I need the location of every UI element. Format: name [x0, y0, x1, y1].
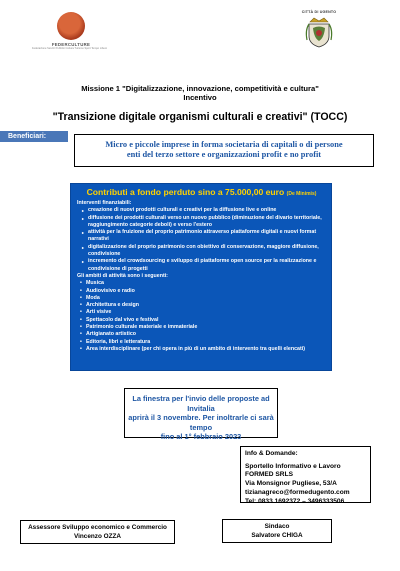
federculture-emblem-icon — [57, 12, 85, 40]
assessore-name: Vincenzo OZZA — [73, 532, 122, 540]
info-line: FORMED SRLS — [245, 471, 293, 479]
assessore-box — [20, 520, 175, 544]
contributi-title-text: Contributi a fondo perduto sino a 75.000,00 euro — [86, 187, 285, 197]
assessore-role: Assessore Sviluppo economico e Commercio — [28, 524, 167, 531]
beneficiari-label: Beneficiari: — [0, 131, 68, 142]
list-item: • Area interdisciplinare (per chi opera in più di un ambito di intervento tra quelli elencati) — [80, 346, 326, 353]
federculture-name: FEDERCULTURE — [51, 42, 91, 47]
contributi-title — [77, 187, 326, 200]
beneficiari-line: Micro e piccole imprese in forma societaria di capitali o di persone — [105, 140, 343, 149]
list-item: • Moda — [80, 295, 326, 302]
sindaco-role: Sindaco — [264, 523, 290, 530]
federculture-subtitle: Federazione Servizi Pubblici Cultura Turismo Sport Tempo Libero — [32, 47, 108, 50]
finestra-box — [124, 388, 278, 442]
interventi-list — [77, 207, 326, 273]
info-phone: Tel: 0833 1692372 – 3496333506 — [245, 497, 345, 505]
list-item: ▸ creazione di nuovi prodotti culturali e creativi per la diffusione live e online — [82, 207, 326, 214]
ambiti-label: Gli ambiti di attività sono i seguenti: — [77, 272, 168, 279]
list-item: • Arti visive — [80, 309, 326, 316]
mission-heading — [0, 84, 400, 103]
list-item: ▸ incremento del crowdsourcing e sviluppo di piattaforme open source per la realizzazione e condivisione di progetti — [82, 258, 326, 273]
list-item: ▸ attività per la fruizione del proprio patrimonio attraverso piattaforme digitali e nuovi format narrativi — [82, 229, 326, 244]
list-item: • Musica — [80, 280, 326, 287]
list-item: • Architettura e design — [80, 302, 326, 309]
sindaco-box — [222, 519, 332, 543]
list-item: • Editoria, libri e letteratura — [80, 339, 326, 346]
contributi-box — [70, 183, 332, 371]
city-logo — [296, 10, 342, 48]
list-item: • Artigianato artistico — [80, 331, 326, 338]
interventi-label: Interventi finanziabili: — [77, 200, 132, 206]
finestra-line: aprirà il 3 novembre. Per inoltrarle ci sarà tempo — [128, 413, 274, 432]
mission-incentive: Incentivo — [183, 93, 217, 103]
list-item: • Audiovisivo e radio — [80, 288, 326, 295]
de-minimis-tag: (De Minimis) — [286, 191, 317, 197]
ambiti-list — [77, 280, 326, 353]
info-address: Via Monsignor Pugliese, 53/A — [245, 480, 337, 488]
finestra-line: La finestra per l'invio delle proposte ad Invitalia — [132, 394, 270, 413]
page-title: "Transizione digitale organismi culturali e creativi" (TOCC) — [52, 111, 348, 123]
list-item: • Spettacolo dal vivo e festival — [80, 317, 326, 324]
mission-line: Missione 1 "Digitalizzazione, innovazione, competitività e cultura" — [81, 84, 319, 93]
city-crest-icon — [304, 16, 334, 48]
city-caption: CITTÀ DI UGENTO — [301, 10, 337, 14]
list-item: ▸ diffusione dei prodotti culturali verso un nuovo pubblico (diminuzione del divario territoriale, raggiungimento categorie deboli) e verso l'estero — [82, 215, 326, 230]
federculture-logo — [32, 12, 108, 50]
list-item: • Patrimonio culturale materiale e immateriale — [80, 324, 326, 331]
info-email[interactable]: tizianagreco@formedugento.com — [245, 488, 350, 496]
info-line: Sportello Informativo e Lavoro — [245, 462, 341, 470]
beneficiari-line: enti del terzo settore e organizzazioni profit e no profit — [126, 150, 322, 160]
finestra-line: fino al 1° febbraio 2023 — [160, 432, 242, 442]
list-item: ▸ digitalizzazione del proprio patrimonio con obiettivo di conservazione, maggiore diffusione, condivisione — [82, 244, 326, 259]
beneficiari-box — [74, 134, 374, 167]
info-heading: Info & Domande: — [245, 450, 298, 457]
info-box — [240, 446, 371, 503]
sindaco-name: Salvatore CHIGA — [251, 531, 303, 539]
